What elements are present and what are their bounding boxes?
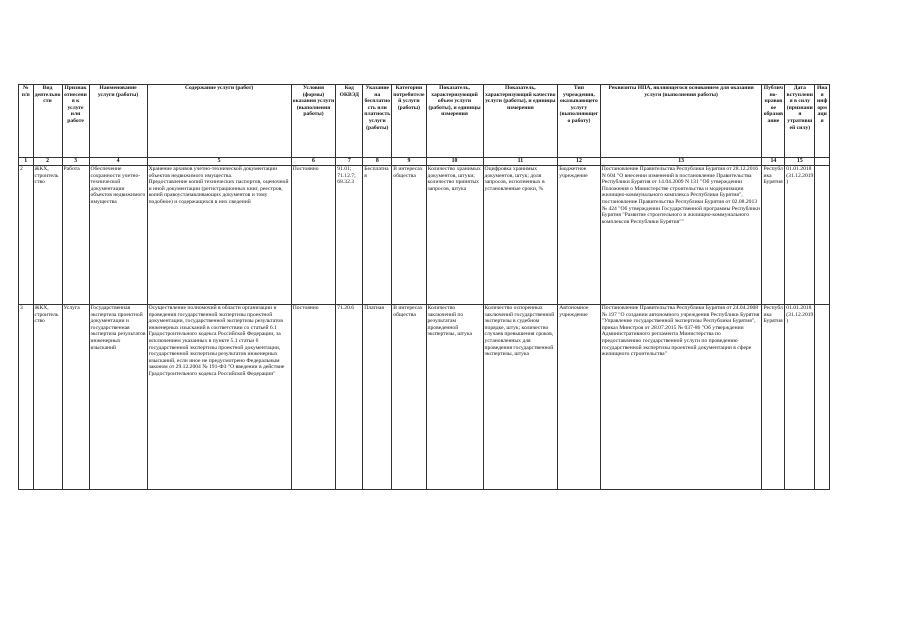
column-number: 9 — [392, 158, 426, 166]
header-cell: Показатель, характеризующий качество услуги (работы), и единицы измерения — [483, 85, 558, 158]
cell-activity: ЖКХ, строительство — [33, 305, 62, 490]
cell-conditions: Постоянно — [291, 305, 336, 490]
cell-volume-indicator: Количество заключений по результатам проведенной экспертизы, штука — [426, 305, 483, 490]
cell-conditions: Постоянно — [291, 166, 336, 305]
cell-legal-act: Постановление Правительства Республики Бурятия от 28.12.2016 N 604 "О внесении изменений в постановление Правительства Республики Бурятия от 14.04.2009 N 131 "Об утверждении Положения о Министерстве строительства и модернизации жилищно-коммунального комплекса Республики Бурятия", постановление Правительства Республики Бурятия от 02.08.2013 № 424 "Об утверждении Государственной программы Республики Бурятия "Развитие строительного и жилищно-коммунального комплексов Республики Бурятия"" — [600, 166, 762, 305]
header-cell: Публично-правовое образование — [762, 85, 785, 158]
column-number: 10 — [426, 158, 483, 166]
cell-effective-date: 01.01.2018 (31.12.2019) — [785, 305, 815, 490]
cell-consumers: В интересах общества — [392, 166, 426, 305]
column-number: 15 — [785, 158, 815, 166]
header-cell: Дата вступления в силу (признания утратившей силу) — [785, 85, 815, 158]
cell-other-info — [815, 166, 830, 305]
cell-activity: ЖКХ, строительство — [33, 166, 62, 305]
column-number: 12 — [558, 158, 601, 166]
cell-institution-type: Автономное учреждение — [558, 305, 601, 490]
header-cell: Указание на бесплатность или платность услуги (работы) — [363, 85, 392, 158]
column-number: 3 — [62, 158, 89, 166]
column-number: 6 — [291, 158, 336, 166]
cell-public-entity: Республика Бурятия — [762, 166, 785, 305]
column-number: 11 — [483, 158, 558, 166]
cell-legal-act: Постановление Правительства Республики Бурятия от 24.04.2008 № 197 "О создании автономного учреждения Республики Бурятия "Управление государственной экспертизы Республики Бурятия", приказ Минстроя от 28.07.2015 № 037-86 "Об утверждении Административного регламента Министерства по предоставлению государственной услуги по проведению государственной экспертизы проектной документации в сфере жилищного строительства" — [600, 305, 762, 490]
header-cell: Условия (формы) оказания услуги (выполнения работы) — [291, 85, 336, 158]
cell-payment: Платная — [363, 305, 392, 490]
column-number: 5 — [147, 158, 291, 166]
header-cell: Содержание услуги (работ) — [147, 85, 291, 158]
header-cell: Показатель, характеризующий объем услуги (работы), и единицы измерения — [426, 85, 483, 158]
cell-okved: 91.01; 71.12.7; 68.32.3 — [336, 166, 363, 305]
column-number: 2 — [33, 158, 62, 166]
header-cell: № п/п — [19, 85, 34, 158]
cell-consumers: В интересах общества — [392, 305, 426, 490]
column-number-row — [19, 158, 830, 166]
header-cell: Наименование услуги (работы) — [89, 85, 147, 158]
cell-index: 3 — [19, 305, 34, 490]
header-cell: Категории потребителей услуги (работы) — [392, 85, 426, 158]
column-number: 7 — [336, 158, 363, 166]
cell-service-name: Государственная экспертиза проектной документации и государственная экспертиза результатов инженерных изысканий — [89, 305, 147, 490]
cell-type: Услуга — [62, 305, 89, 490]
cell-service-name: Обеспечение сохранности учетно-технической документации объектов недвижимого имущества — [89, 166, 147, 305]
cell-content: Хранение архивов учетно-технической документации объектов недвижимого имущества. Предоставление копий технических паспортов, оценочной и иной документации (регистрационных книг, реестров, копий правоустанавливающих документов и тому подобное) и содержащихся в них сведений — [147, 166, 291, 305]
header-cell: Реквизиты НПА, являющегося основанием для оказания услуги (выполнения работы) — [600, 85, 762, 158]
header-cell: Признак отнесения к услуге или работе — [62, 85, 89, 158]
column-number: 1 — [19, 158, 34, 166]
cell-content: Осуществление полномочий в области организации и проведения государственной экспертизы проектной документации, государственной экспертизы результатов инженерных изысканий в соответствии со статьей 6.1 Градостроительного кодекса Российской Федерации, за исключением указанных в пункте 5.1 статьи 6 государственной экспертизы проектной документации, государственной экспертизы результатов инженерных изысканий, если иное не предусмотрено Федеральным законом от 29.12.2004 № 191-ФЗ "О введении в действие Градостроительного кодекса Российской Федерации" — [147, 305, 291, 490]
cell-effective-date: 01.01.2018 (31.12.2019) — [785, 166, 815, 305]
cell-type: Работа — [62, 166, 89, 305]
header-row — [19, 85, 830, 158]
cell-index: 2 — [19, 166, 34, 305]
cell-other-info — [815, 305, 830, 490]
column-number: 4 — [89, 158, 147, 166]
cell-volume-indicator: Количество хранимых документов, штуки; количество принятых запросов, штука — [426, 166, 483, 305]
cell-payment: Бесплатная — [363, 166, 392, 305]
cell-public-entity: Республика Бурятия — [762, 305, 785, 490]
header-cell: Вид деятельности — [33, 85, 62, 158]
column-number: 14 — [762, 158, 785, 166]
header-cell: Иная информация — [815, 85, 830, 158]
header-cell: Тип учреждения, оказывающего услугу (выполняющего работу) — [558, 85, 601, 158]
cell-quality-indicator: Оцифровка хранимых документов, штук; доля запросов, исполненных в установленные сроки, % — [483, 166, 558, 305]
column-number: 13 — [600, 158, 762, 166]
column-number-empty — [815, 158, 830, 166]
table-row — [19, 166, 830, 305]
services-table — [18, 84, 830, 490]
cell-institution-type: Бюджетное учреждение — [558, 166, 601, 305]
table-row — [19, 305, 830, 490]
header-cell: Код ОКВЭД — [336, 85, 363, 158]
cell-okved: 71.20.6 — [336, 305, 363, 490]
cell-quality-indicator: Количество оспоренных заключений государственной экспертизы в судебном порядке, штук; количество случаев превышения сроков, установленных для проведения государственной экспертизы, штука — [483, 305, 558, 490]
column-number: 8 — [363, 158, 392, 166]
